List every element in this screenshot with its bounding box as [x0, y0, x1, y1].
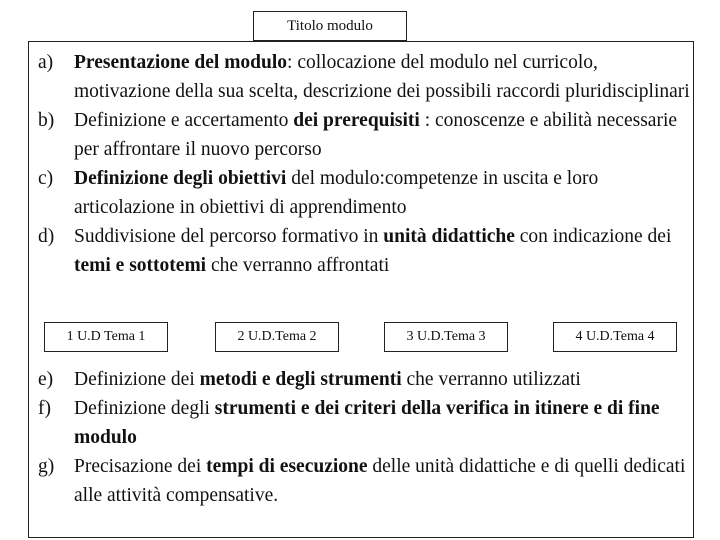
unit-box-1: 1 U.D Tema 1 [44, 322, 168, 352]
module-title-box [253, 11, 407, 41]
item-marker: f) [38, 398, 51, 419]
list-item-e: e) Definizione dei metodi e degli strumenti che verranno utilizzati [38, 365, 698, 394]
list-item-b: b) Definizione e accertamento dei prerequisiti : conoscenze e abilità necessarie per affrontare il nuovo percorso [38, 106, 698, 164]
unit-box-4: 4 U.D.Tema 4 [553, 322, 677, 352]
item-marker: g) [38, 456, 55, 477]
list-item-f: f) Definizione degli strumenti e dei criteri della verifica in itinere e di fine modulo [38, 394, 698, 452]
bottom-item-list [38, 365, 698, 510]
item-marker: a) [38, 52, 54, 73]
list-item-c: c) Definizione degli obiettivi del modulo:competenze in uscita e loro articolazione in obiettivi di apprendimento [38, 164, 698, 222]
top-item-list [38, 48, 698, 280]
list-item-a: a) Presentazione del modulo: collocazione del modulo nel curricolo, motivazione della sua scelta, descrizione dei possibili raccordi pluridisciplinari [38, 48, 698, 106]
item-marker: d) [38, 226, 55, 247]
list-item-g: g) Precisazione dei tempi di esecuzione delle unità didattiche e di quelli dedicati alle attività compensative. [38, 452, 698, 510]
unit-box-2: 2 U.D.Tema 2 [215, 322, 339, 352]
unit-box-3: 3 U.D.Tema 3 [384, 322, 508, 352]
item-marker: e) [38, 369, 54, 390]
item-marker: b) [38, 110, 55, 131]
module-title: Titolo modulo [287, 17, 373, 34]
list-item-d: d) Suddivisione del percorso formativo in unità didattiche con indicazione dei temi e sottotemi che verranno affrontati [38, 222, 698, 280]
item-marker: c) [38, 168, 54, 189]
